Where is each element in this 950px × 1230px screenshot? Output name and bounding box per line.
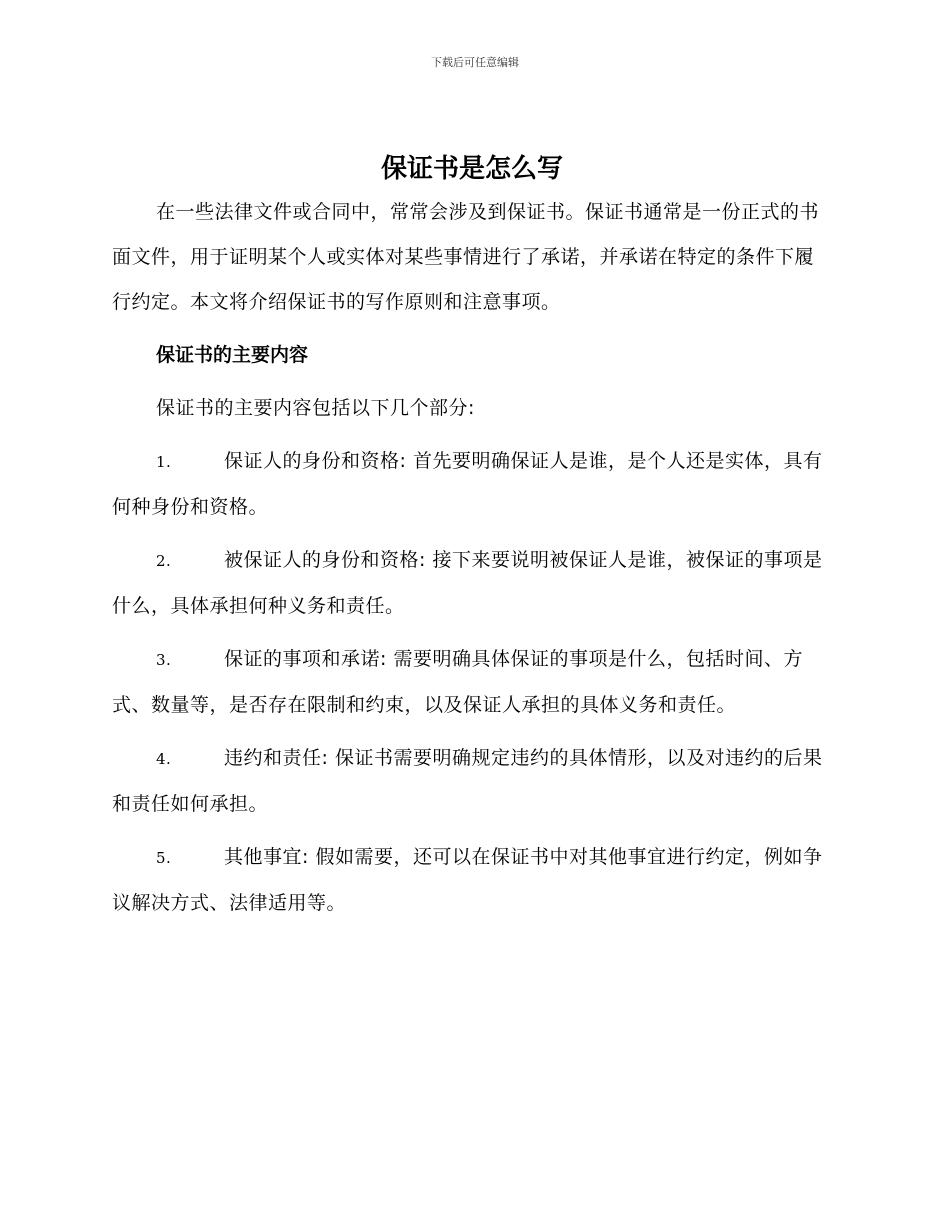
list-number: 1.	[156, 453, 172, 471]
header-note: 下载后可任意编辑	[431, 56, 519, 69]
section-heading: 保证书的主要内容	[156, 344, 309, 366]
intro-paragraph: 在一些法律文件或合同中，常常会涉及到保证书。保证书通常是一份正式的书面文件，用于证明某个人或实体对某些事情进行了承诺，并承诺在特定的条件下履行约定。本文将介绍保证书的写作原则和注意事项。	[112, 201, 820, 313]
list-number: 3.	[156, 651, 172, 669]
list-number: 4.	[156, 750, 172, 768]
list-item	[112, 538, 832, 629]
list-text: 被保证人的身份和资格: 接下来要说明被保证人是谁，被保证的事项是什么，具体承担何种义务和责任。	[112, 549, 823, 617]
list-item	[112, 439, 832, 530]
list-text: 保证人的身份和资格: 首先要明确保证人是谁，是个人还是实体，具有何种身份和资格。	[112, 450, 823, 518]
list-text: 违约和责任: 保证书需要明确规定违约的具体情形，以及对违约的后果和责任如何承担。	[112, 747, 823, 815]
list-number: 2.	[156, 552, 172, 570]
document-title: 保证书是怎么写	[380, 154, 563, 184]
document-body	[112, 148, 832, 934]
list-item	[112, 835, 832, 926]
content-list	[112, 439, 832, 926]
list-text: 保证的事项和承诺: 需要明确具体保证的事项是什么，包括时间、方式、数量等，是否存在限制和约束，以及保证人承担的具体义务和责任。	[112, 648, 803, 716]
list-item	[112, 637, 832, 728]
list-number: 5.	[156, 849, 172, 867]
section-lead: 保证书的主要内容包括以下几个部分:	[156, 397, 475, 419]
list-item	[112, 736, 832, 827]
list-text: 其他事宜: 假如需要，还可以在保证书中对其他事宜进行约定，例如争议解决方式、法律适用等。	[112, 846, 823, 914]
